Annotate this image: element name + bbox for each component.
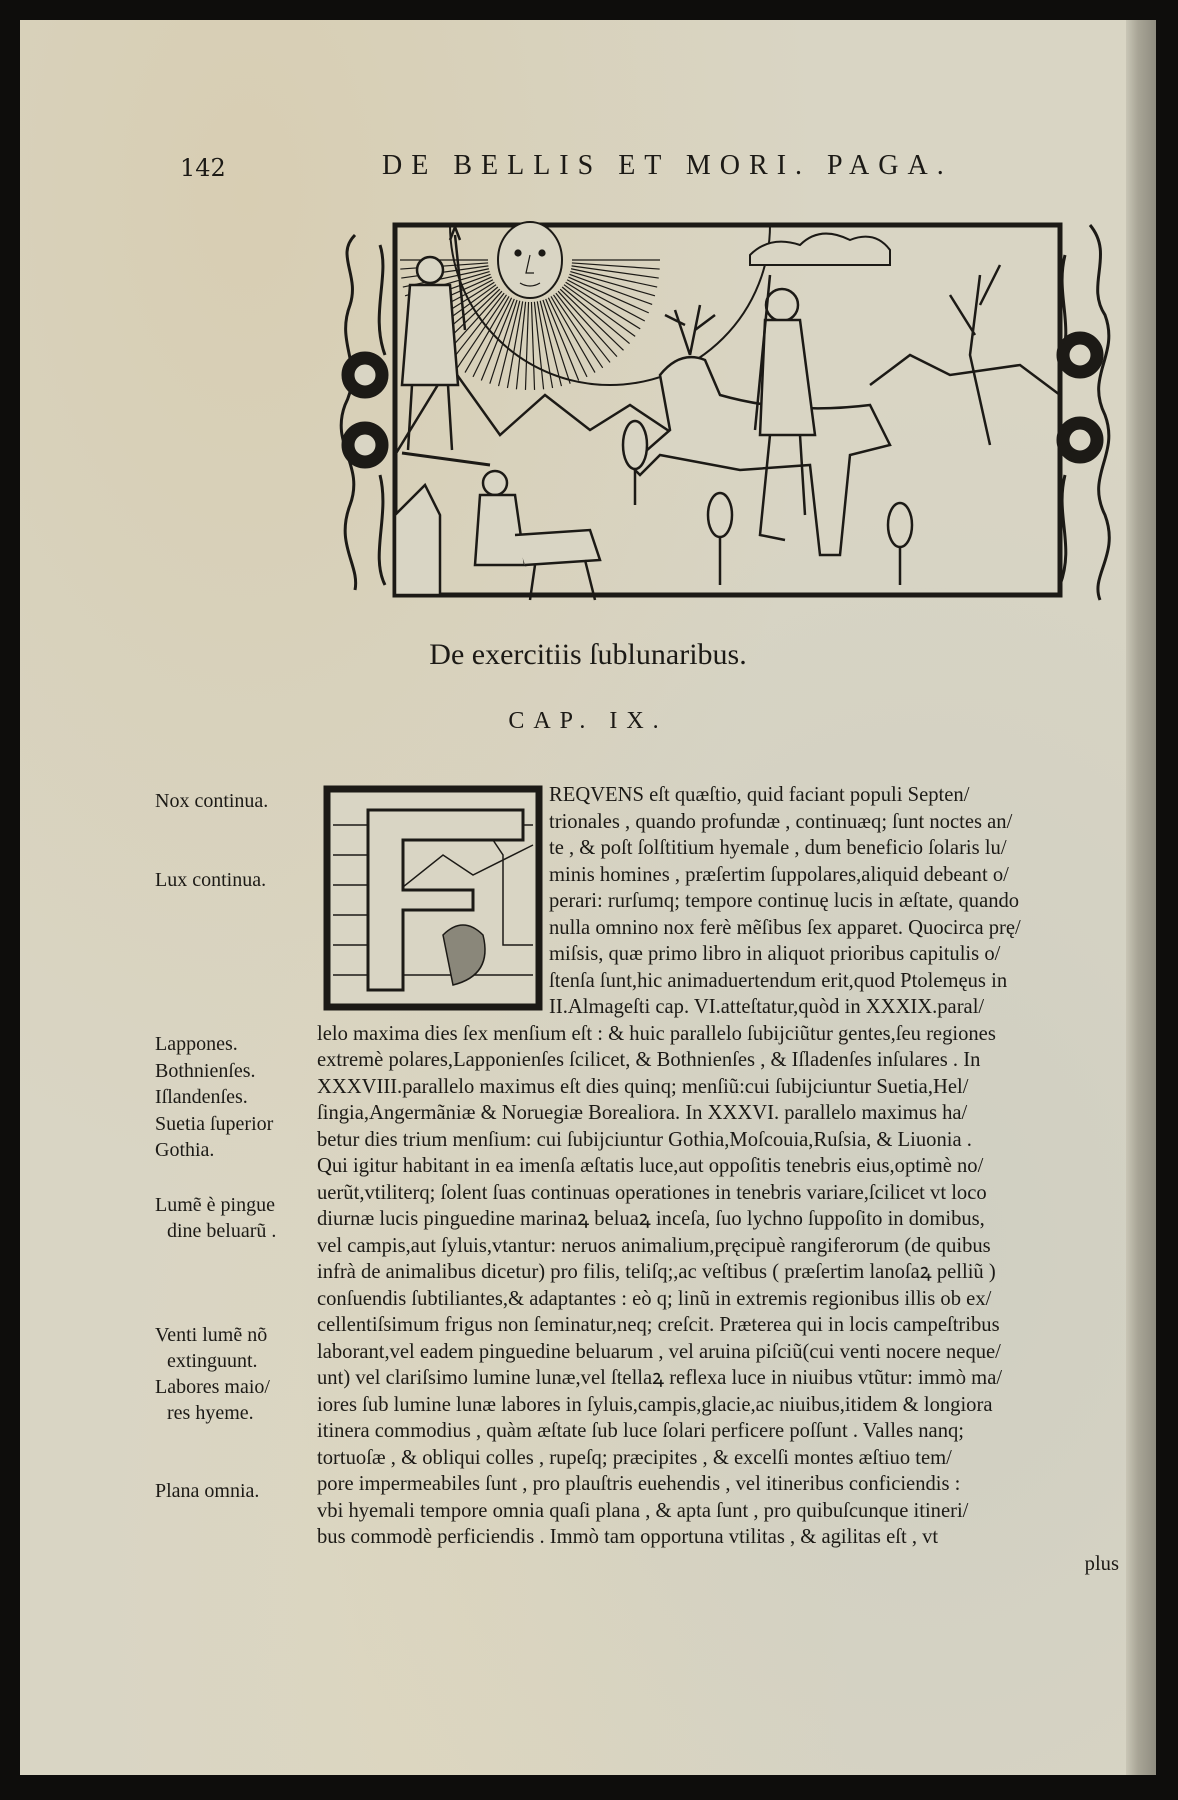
house <box>395 485 440 595</box>
text-line: Qui igitur habitant in ea imenſa æſtatis luce,aut oppoſitis tenebris eius,optimè no/ <box>317 1155 984 1177</box>
margin-note-line: Plana omnia. <box>155 1480 260 1502</box>
text-line: REQVENS eſt quæſtio, quid faciant populi Septen/ <box>549 784 970 806</box>
text-line: ſtenſa ſunt,hic animaduertendum erit,quod Ptolemęus in <box>549 969 1008 992</box>
text-line: minis homines , præſertim ſuppolares,aliquid debeant o/ <box>549 863 1009 886</box>
text-line: cellentiſsimum frigus non ſeminatur,neq; creſcit. Præterea qui in locis campeſtribus <box>317 1314 1000 1336</box>
sun-ray <box>569 274 652 304</box>
text-line: itinera commodius , quàm æſtate ſub luce ſolari perficere poſſunt . Valles nanq; <box>317 1420 965 1442</box>
catchword: plus <box>1084 1552 1119 1575</box>
woodcut-illustration <box>330 215 1120 605</box>
margin-note <box>155 1031 315 1164</box>
margin-note-line: Lux continua. <box>155 869 267 891</box>
running-head: DE BELLIS ET MORI. PAGA. <box>382 150 953 181</box>
text-line: vel campis,aut ſyluis,vtantur: neruos animalium,pręcipuè rangiferorum (de quibus <box>317 1234 991 1257</box>
margin-note <box>155 788 315 814</box>
text-line: ſingia,Angermãniæ & Noruegiæ Borealiora. In XXXVI. parallelo maximus ha/ <box>317 1102 968 1124</box>
text-line: laborant,vel eadem pinguedine beluarum , vel aruina piſciũ(cui venti nocere neque/ <box>317 1340 1001 1363</box>
text-line: perari: rurſumq; tempore continuę lucis in æſtate, quando <box>549 890 1020 912</box>
text-line: lelo maxima dies ſex menſium eſt : & huic parallelo ſubijciũtur gentes,ſeu regiones <box>317 1022 996 1045</box>
next-page-edge <box>1126 20 1156 1775</box>
text-line: infrà de animalibus dicetur) pro filis, teliſq;,ac veſtibus ( præſertim lanoſaꝝ pelliũ ) <box>317 1261 996 1283</box>
margin-note <box>155 867 315 893</box>
sun-ray <box>507 301 522 388</box>
text-line: extremè polares,Lapponienſes ſcilicet, & Bothnienſes , & Iſladenſes inſulares . In <box>317 1049 981 1071</box>
sun-ray <box>516 302 525 390</box>
margin-note-line: Nox continua. <box>155 790 269 812</box>
margin-note-line: Lumẽ è pingue <box>155 1194 275 1216</box>
text-line: II.Almageſti cap. VI.atteſtatur,quòd in XXXIX.paral/ <box>549 996 985 1018</box>
margin-note-line: Lappones. <box>155 1033 238 1055</box>
cloud <box>750 234 890 265</box>
text-line: uerũt,vtiliterq; ſolent ſuas continuas operationes in tenebris variare,ſcilicet vt loco <box>317 1181 987 1204</box>
margin-note-line: Venti lumẽ nõ <box>155 1324 268 1346</box>
text-line: XXXVIII.parallelo maximus eſt dies quinq; menſiũ:cui ſubijciuntur Suetia,Hel/ <box>317 1075 969 1098</box>
margin-note-line: Iſlandenſes. <box>155 1086 248 1108</box>
margin-note-line: res hyeme. <box>167 1402 254 1424</box>
text-line: miſsis, quæ primo libro in aliquot prioribus capitulis o/ <box>549 943 1001 965</box>
left-ornament <box>341 235 387 590</box>
margin-note <box>155 1478 315 1504</box>
margin-note-line: Bothnienſes. <box>155 1059 256 1082</box>
reindeer-rider <box>630 275 890 555</box>
text-line: pore impermeabiles ſunt , pro plauſtris euehendis , vel itineribus conficiendis : <box>317 1473 961 1495</box>
text-line: iores ſub lumine lunæ labores in ſyluis,campis,glacie,ac niuibus,itidem & longiora <box>317 1393 993 1416</box>
text-line: diurnæ lucis pinguedine marinaꝝ beluaꝝ inceſa, ſuo lychno ſuppoſito in domibus, <box>317 1208 985 1230</box>
text-line: te , & poſt ſolſtitium hyemale , dum beneficio ſolaris lu/ <box>549 837 1007 859</box>
craftsman-figure <box>475 471 600 600</box>
text-line: conſuendis ſubtiliantes,& adaptantes : eò q; linũ in extremis regionibus illis ob ex/ <box>317 1287 992 1310</box>
book-page <box>20 20 1156 1775</box>
text-line: tortuoſæ , & obliqui colles , rupeſq; præcipites , & excelſi montes æſtiuo tem/ <box>317 1446 952 1469</box>
hunter-figure <box>402 227 490 465</box>
page-number: 142 <box>180 154 226 182</box>
chapter-title: De exercitiis ſublunaribus. <box>429 638 747 671</box>
right-ornament <box>1058 225 1109 600</box>
text-line: trionales , quando profundæ , continuæq; ſunt noctes an/ <box>549 810 1013 833</box>
sun-ray <box>481 299 514 381</box>
body-text <box>317 782 1119 1577</box>
margin-note-line: extinguunt. <box>167 1350 258 1372</box>
margin-note <box>155 1192 315 1244</box>
text-line: bus commodè perficiendis . Immò tam opportuna vtilitas , & agilitas eſt , vt <box>317 1526 939 1548</box>
text-line: unt) vel clariſsimo lumine lunæ,vel ſtellaꝝ reflexa luce in niuibus vtũtur: immò ma/ <box>317 1367 1003 1389</box>
margin-note-line: Gothia. <box>155 1139 215 1161</box>
margin-note-line: Suetia ſuperior <box>155 1112 274 1135</box>
sun-ray <box>537 301 552 388</box>
text-line: betur dies trium menſium: cui ſubijciuntur Gothia,Moſcouia,Ruſsia, & Liuonia . <box>317 1128 972 1151</box>
sun-ray <box>546 299 579 381</box>
margin-note <box>155 1322 315 1426</box>
page-header <box>160 150 1050 190</box>
margin-note-line: dine beluarũ . <box>167 1220 277 1242</box>
chapter-number: CAP. IX. <box>508 708 668 734</box>
sun-ray <box>525 302 528 390</box>
sun-ray <box>534 302 543 390</box>
text-line: nulla omnino nox ferè mẽſibus ſex apparet. Quocirca prę/ <box>549 916 1021 939</box>
sun-ray <box>531 302 534 390</box>
text-line: vbi hyemali tempore omnia quaſi plana , & apta ſunt , pro quibuſcunque itineri/ <box>317 1499 969 1522</box>
margin-note-line: Labores maio/ <box>155 1376 270 1398</box>
